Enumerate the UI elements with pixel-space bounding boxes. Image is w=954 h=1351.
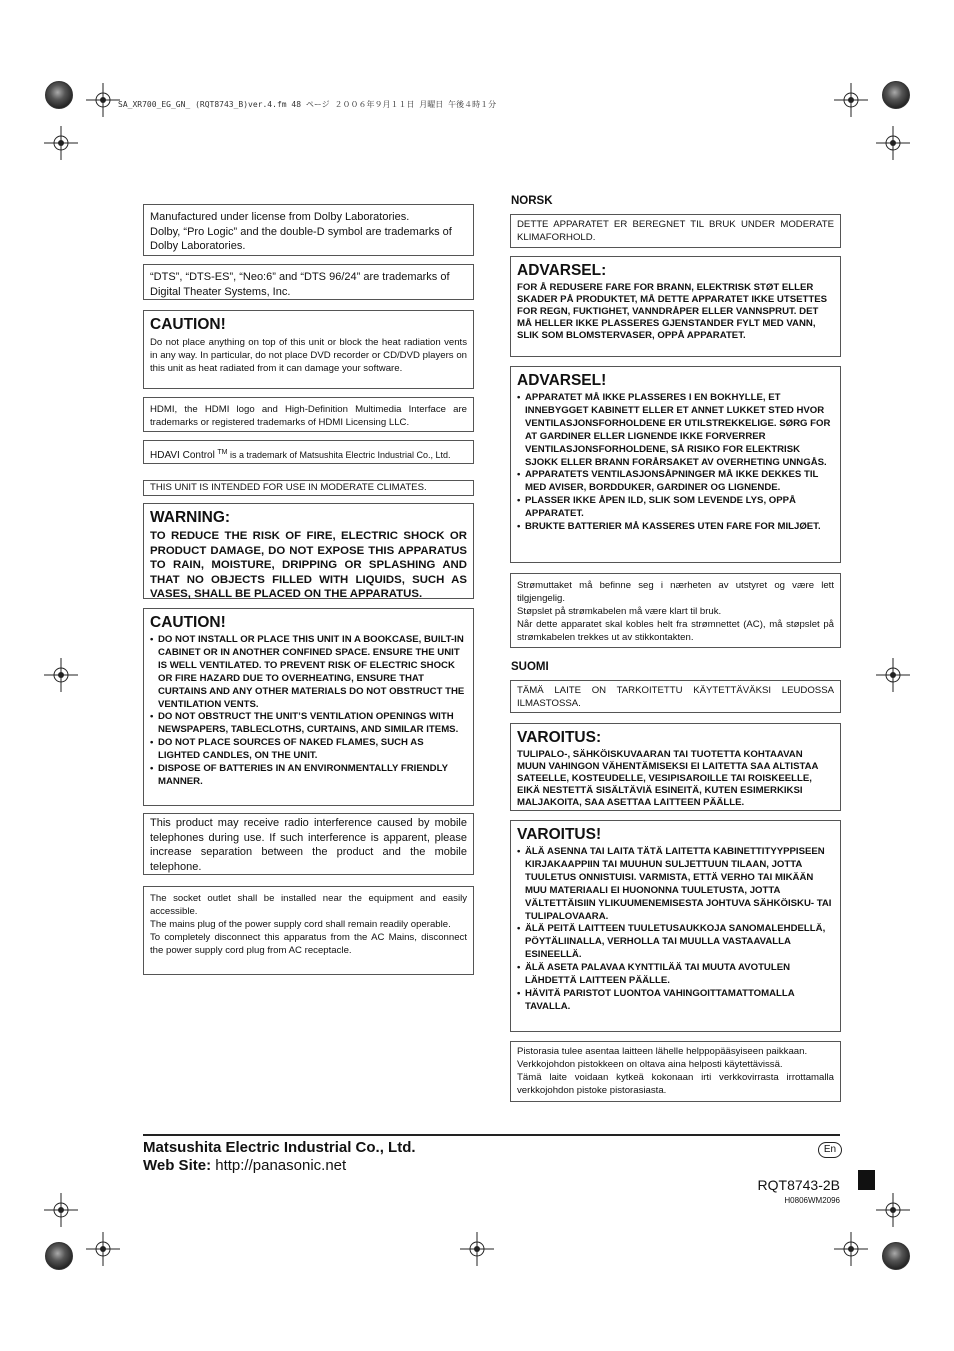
crosshair-mark-icon [834, 83, 868, 117]
advarsel-box [510, 256, 841, 357]
dolby-line-2: Dolby, “Pro Logic” and the double-D symbol are trademarks of Dolby Laboratories. [150, 225, 452, 252]
list-item: • ÄLÄ ASETA PALAVAA KYNTTILÄÄ TAI MUUTA AVOTULEN LÄHDETTÄ LAITTEEN PÄÄLLE. [517, 962, 834, 988]
section-title-suomi: SUOMI [511, 661, 549, 673]
crosshair-mark-icon [834, 1232, 868, 1266]
dts-text: “DTS”, “DTS-ES”, “Neo:6” and “DTS 96/24” are trademarks of Digital Theater Systems, Inc. [150, 271, 450, 298]
suomi-socket-line-3: Tämä laite voidaan kytkeä kokonaan irti verkkovirrasta irrottamalla verkkojohdon pistoke pistorasiasta. [517, 1072, 834, 1096]
list-item: • DO NOT OBSTRUCT THE UNIT’S VENTILATION OPENINGS WITH NEWSPAPERS, TABLECLOTHS, CURTAINS, AND SIMILAR ITEMS. [150, 711, 467, 737]
advarsel-heading: ADVARSEL: [517, 262, 607, 279]
norsk-socket-line-1: Strømuttaket må befinne seg i nærheten av utstyret og være lett tilgjengelig. [517, 580, 834, 604]
dolby-line-1: Manufactured under license from Dolby Laboratories. [150, 211, 410, 223]
crosshair-mark-icon [86, 83, 120, 117]
hdavi-name: HDAVI Control [150, 450, 215, 461]
list-item: • DO NOT INSTALL OR PLACE THIS UNIT IN A BOOKCASE, BUILT-IN CABINET OR IN ANOTHER CONFINED SPACE. ENSURE THE UNIT IS WELL VENTILATED. TO PREVENT RISK OF ELECTRIC SHOCK OR FIRE HAZARD DUE TO OVERHEATING, ENSURE THAT CURTAINS AND ANY OTHER MATERIALS DO NOT OBSTRUCT THE VENTILATION VENTS. [150, 634, 467, 711]
website-label: Web Site: [143, 1157, 212, 1174]
company-name: Matsushita Electric Industrial Co., Ltd. [143, 1139, 416, 1156]
radio-interference-notice [143, 813, 474, 875]
list-item: • PLASSER IKKE ÅPEN ILD, SLIK SOM LEVENDE LYS, OPPÅ APPARATET. [517, 495, 834, 521]
print-slug-header: SA_XR700_EG_GN_ (RQT8743_B)ver.4.fm 48 ページ ２００６年９月１１日 月曜日 午後４時１分 [118, 100, 497, 109]
socket-line-2: The mains plug of the power supply cord shall remain readily operable. [150, 919, 451, 930]
suomi-climate-text: TÄMÄ LAITE ON TARKOITETTU KÄYTETTÄVÄKSI LEUDOSSA ILMASTOSSA. [517, 685, 834, 709]
varoitus-install-box [510, 820, 841, 1032]
climate-notice [143, 480, 474, 496]
suomi-socket-line-1: Pistorasia tulee asentaa laitteen lähelle helppopääsyiseen paikkaan. [517, 1046, 808, 1057]
radio-text: This product may receive radio interference caused by mobile telephones during use. If such interference is apparent, please increase separation between the product and the mobile telephone. [150, 817, 467, 873]
norsk-socket-line-2: Støpslet på strømkabelen må være klart til bruk. [517, 606, 722, 617]
dolby-notice [143, 204, 474, 256]
caution-install-box [143, 608, 474, 806]
hdavi-rest: is a trademark of Matsushita Electric Industrial Co., Ltd. [227, 450, 451, 460]
list-item: • HÄVITÄ PARISTOT LUONTOA VAHINGOITTAMATTOMALLA TAVALLA. [517, 988, 834, 1014]
footer-divider [143, 1134, 840, 1136]
socket-line-3: To completely disconnect this apparatus from the AC Mains, disconnect the power supply cord plug from AC receptacle. [150, 932, 467, 956]
norsk-climate-text: DETTE APPARATET ER BEREGNET TIL BRUK UNDER MODERATE KLIMAFORHOLD. [517, 219, 834, 243]
warning-heading: WARNING: [150, 509, 231, 526]
crosshair-mark-icon [44, 658, 78, 692]
dts-notice [143, 264, 474, 300]
socket-line-1: The socket outlet shall be installed near the equipment and easily accessible. [150, 893, 467, 917]
list-item: • ÄLÄ ASENNA TAI LAITA TÄTÄ LAITETTA KABINETTITYYPPISEEN KIRJAKAAPPIIN TAI MUUHUN SULJETTUUN TILAAN, JOTTA TUULETUS ONNISTUISI. VARMISTA, ETTÄ VERHO TAI MIKÄÄN MUU MATERIAALI EI HUONONNA TUULETUSTA, JOTTA VÄLTETTÄISIIN YLIKUUMENEMISESTA JOHTUVA SÄHKÖISKU- TAI TULIPALOVAARA. [517, 846, 834, 923]
norsk-socket-notice [510, 573, 841, 648]
printer-registration-ball [882, 81, 910, 109]
warning-text: TO REDUCE THE RISK OF FIRE, ELECTRIC SHOCK OR PRODUCT DAMAGE, DO NOT EXPOSE THIS APPARATUS TO RAIN, MOISTURE, DRIPPING OR SPLASHING AND THAT NO OBJECTS FILLED WITH LIQUIDS, SUCH AS VASES, SHALL BE PLACED ON THE APPARATUS. [150, 530, 467, 601]
hdmi-text: HDMI, the HDMI logo and High-Definition Multimedia Interface are trademarks or registered trademarks of HDMI Licensing LLC. [150, 404, 467, 428]
crosshair-mark-icon [44, 1193, 78, 1227]
varoitus-heading: VAROITUS! [517, 826, 602, 843]
crosshair-mark-icon [876, 1193, 910, 1227]
crosshair-mark-icon [44, 126, 78, 160]
suomi-socket-notice [510, 1041, 841, 1102]
norsk-socket-line-3: Når dette apparatet skal kobles helt fra strømnettet (AC), må støpslet på strømkabelen trekkes ut av stikkontakten. [517, 619, 834, 643]
document-code: RQT8743-2B [757, 1177, 840, 1193]
list-item: • DISPOSE OF BATTERIES IN AN ENVIRONMENTALLY FRIENDLY MANNER. [150, 763, 467, 789]
list-item: • BRUKTE BATTERIER MÅ KASSERES UTEN FARE FOR MILJØET. [517, 521, 834, 534]
norsk-climate-notice [510, 214, 841, 248]
caution-heat-box [143, 310, 474, 389]
printer-registration-ball [45, 1242, 73, 1270]
website-url[interactable]: http://panasonic.net [211, 1157, 347, 1174]
hdmi-notice [143, 397, 474, 432]
warning-box [143, 503, 474, 599]
varoitus-list [517, 846, 834, 1014]
caution-heading: CAUTION! [150, 614, 226, 631]
varoitus-text: TULIPALO-, SÄHKÖISKUVAARAN TAI TUOTETTA KOHTAAVAN MUUN VAHINGON VÄHENTÄMISEKSI EI LAITETTA SAA ALTISTAA SATEELLE, KOSTEUDELLE, VESIPISAROILLE TAI ROISKEELLE, EIKÄ NESTETTÄ SISÄLTÄVIÄ ESINEITÄ, KUTEN ESIMERKIKSI MALJAKOITA, SAA ASETTAA LAITTEEN PÄÄLLE. [517, 749, 819, 808]
crosshair-mark-icon [876, 658, 910, 692]
socket-notice [143, 886, 474, 975]
website-line [143, 1157, 346, 1175]
list-item: • APPARATET MÅ IKKE PLASSERES I EN BOKHYLLE, ET INNEBYGGET KABINETT ELLER ET ANNET LUKKET STED HVOR VENTILASJONSFORHOLDENE ER UTILSTREKKELIGE. SØRG FOR AT GARDINER ELLER LIGNENDE IKKE FORVERRER VENTILASJONSFORHOLDENE, SÅ RISIKO FOR ELEKTRISK SJOKK ELLER BRANN FORÅRSAKET AV OVERHETING UNNGÅS. [517, 392, 834, 469]
crosshair-mark-icon [460, 1232, 494, 1266]
suomi-climate-notice [510, 680, 841, 713]
advarsel-heading: ADVARSEL! [517, 372, 607, 389]
crosshair-mark-icon [86, 1232, 120, 1266]
language-badge: En [818, 1142, 842, 1158]
list-item: • DO NOT PLACE SOURCES OF NAKED FLAMES, SUCH AS LIGHTED CANDLES, ON THE UNIT. [150, 737, 467, 763]
caution-list [150, 634, 467, 789]
caution-text: Do not place anything on top of this unit or block the heat radiation vents in any way. In particular, do not place DVD recorder or CD/DVD players on this unit as heat radiated from it can damage your software. [150, 337, 467, 374]
varoitus-box [510, 723, 841, 811]
advarsel-install-box [510, 366, 841, 563]
list-item: • ÄLÄ PEITÄ LAITTEEN TUULETUSAUKKOJA SANOMALEHDELLÄ, PÖYTÄLIINALLA, VERHOLLA TAI MUULLA VASTAAVALLA ESINEELLÄ. [517, 923, 834, 962]
printer-registration-ball [882, 1242, 910, 1270]
climate-text: THIS UNIT IS INTENDED FOR USE IN MODERATE CLIMATES. [150, 482, 427, 493]
caution-heading: CAUTION! [150, 316, 226, 333]
advarsel-list [517, 392, 834, 534]
varoitus-heading: VAROITUS: [517, 729, 602, 746]
crosshair-mark-icon [876, 126, 910, 160]
printer-registration-ball [45, 81, 73, 109]
list-item: • APPARATETS VENTILASJONSÅPNINGER MÅ IKKE DEKKES TIL MED AVISER, BORDDUKER, GARDINER OG LIGNENDE. [517, 469, 834, 495]
hdavi-notice [143, 440, 474, 464]
page-tab-marker [858, 1170, 875, 1190]
suomi-socket-line-2: Verkkojohdon pistokkeen on oltava aina helposti käytettävissä. [517, 1059, 783, 1070]
advarsel-text: FOR Å REDUSERE FARE FOR BRANN, ELEKTRISK STØT ELLER SKADER PÅ PRODUKTET, MÅ DETTE APPARATET IKKE UTSETTES FOR REGN, FUKTIGHET, VANNDRÅPER ELLER VANNSPRUT. DET MÅ HELLER IKKE PLASSERES GJENSTANDER FYLT MED VANN, SLIK SOM BLOMSTERVASER, OPPÅ APPARATET. [517, 282, 828, 341]
print-code: H0806WM2096 [784, 1196, 840, 1205]
section-title-norsk: NORSK [511, 195, 553, 207]
trademark-symbol: TM [217, 449, 228, 456]
